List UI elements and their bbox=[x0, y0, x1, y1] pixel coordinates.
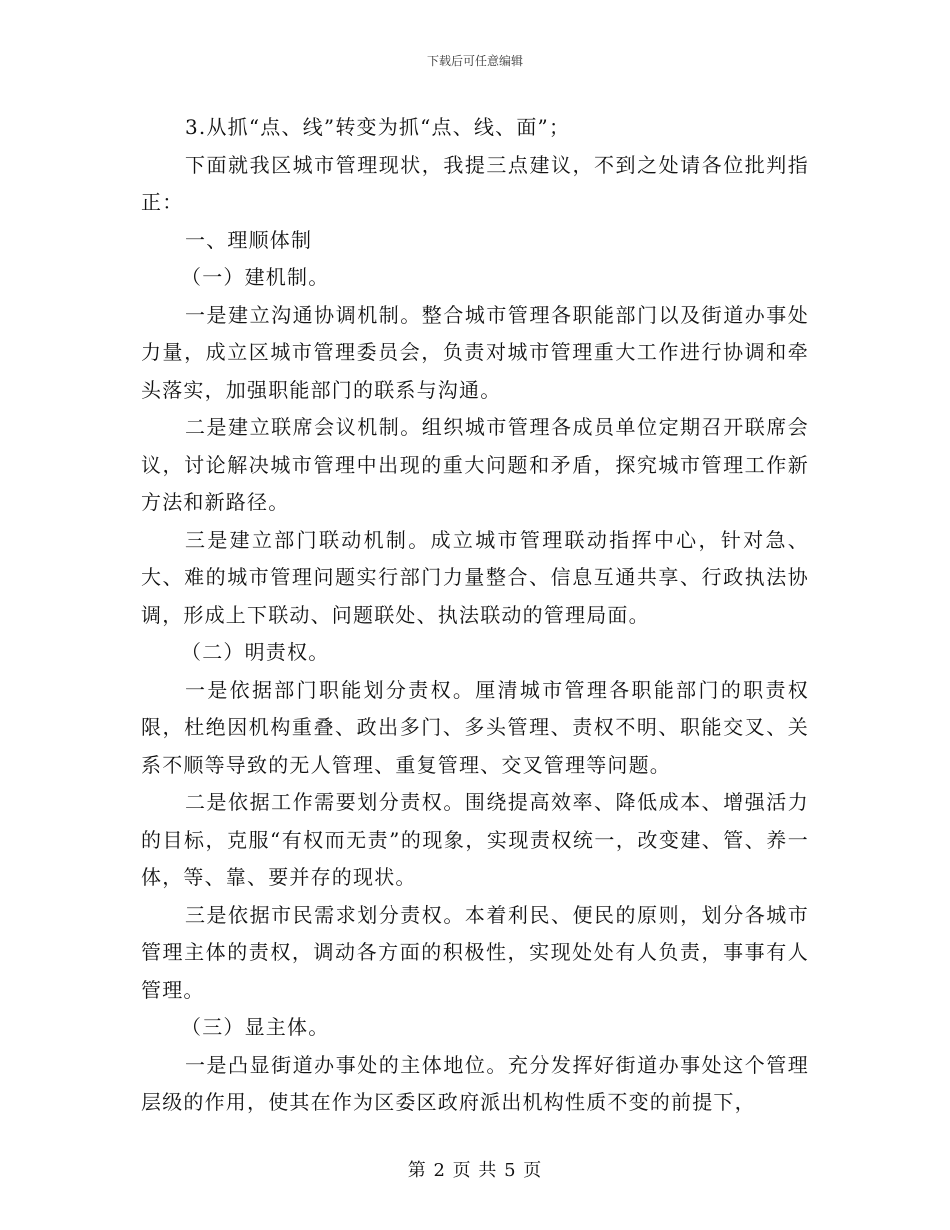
subsection-heading: （三）显主体。 bbox=[181, 1015, 330, 1039]
paragraph-item: 3.从抓“点、线”转变为抓“点、线、面”； bbox=[185, 115, 571, 139]
document-body bbox=[141, 109, 809, 1122]
page-header: 下载后可任意编辑 bbox=[426, 54, 523, 68]
paragraph: 三是依据市民需求划分责权。本着利民、便民的原则，划分各城市管理主体的责权，调动各方面的积极性，实现处处有人负责，事事有人管理。 bbox=[141, 902, 809, 1002]
paragraph-intro: 下面就我区城市管理现状，我提三点建议，不到之处请各位批判指正： bbox=[141, 152, 809, 214]
page-footer: 第 2 页 共 5 页 bbox=[407, 1160, 543, 1181]
paragraph: 二是建立联席会议机制。组织城市管理各成员单位定期召开联席会议，讨论解决城市管理中出现的重大问题和矛盾，探究城市管理工作新方法和新路径。 bbox=[141, 415, 809, 514]
subsection-heading: （一）建机制。 bbox=[181, 265, 330, 289]
subsection-heading: （二）明责权。 bbox=[181, 640, 330, 664]
paragraph: 一是依据部门职能划分责权。厘清城市管理各职能部门的职责权限，杜绝因机构重叠、政出多门、多头管理、责权不明、职能交叉、关系不顺等导致的无人管理、重复管理、交叉管理等问题。 bbox=[141, 677, 809, 777]
paragraph: 一是凸显街道办事处的主体地位。充分发挥好街道办事处这个管理层级的作用，使其在作为区委区政府派出机构性质不变的前提下， bbox=[141, 1052, 809, 1114]
section-heading: 一、理顺体制 bbox=[185, 227, 313, 252]
paragraph: 三是建立部门联动机制。成立城市管理联动指挥中心，针对急、大、难的城市管理问题实行部门力量整合、信息互通共享、行政执法协调，形成上下联动、问题联处、执法联动的管理局面。 bbox=[141, 527, 809, 627]
paragraph: 一是建立沟通协调机制。整合城市管理各职能部门以及街道办事处力量，成立区城市管理委员会，负责对城市管理重大工作进行协调和牵头落实，加强职能部门的联系与沟通。 bbox=[141, 302, 809, 402]
paragraph: 二是依据工作需要划分责权。围绕提高效率、降低成本、增强活力的目标，克服“有权而无责”的现象，实现责权统一，改变建、管、养一体，等、靠、要并存的现状。 bbox=[141, 790, 809, 889]
